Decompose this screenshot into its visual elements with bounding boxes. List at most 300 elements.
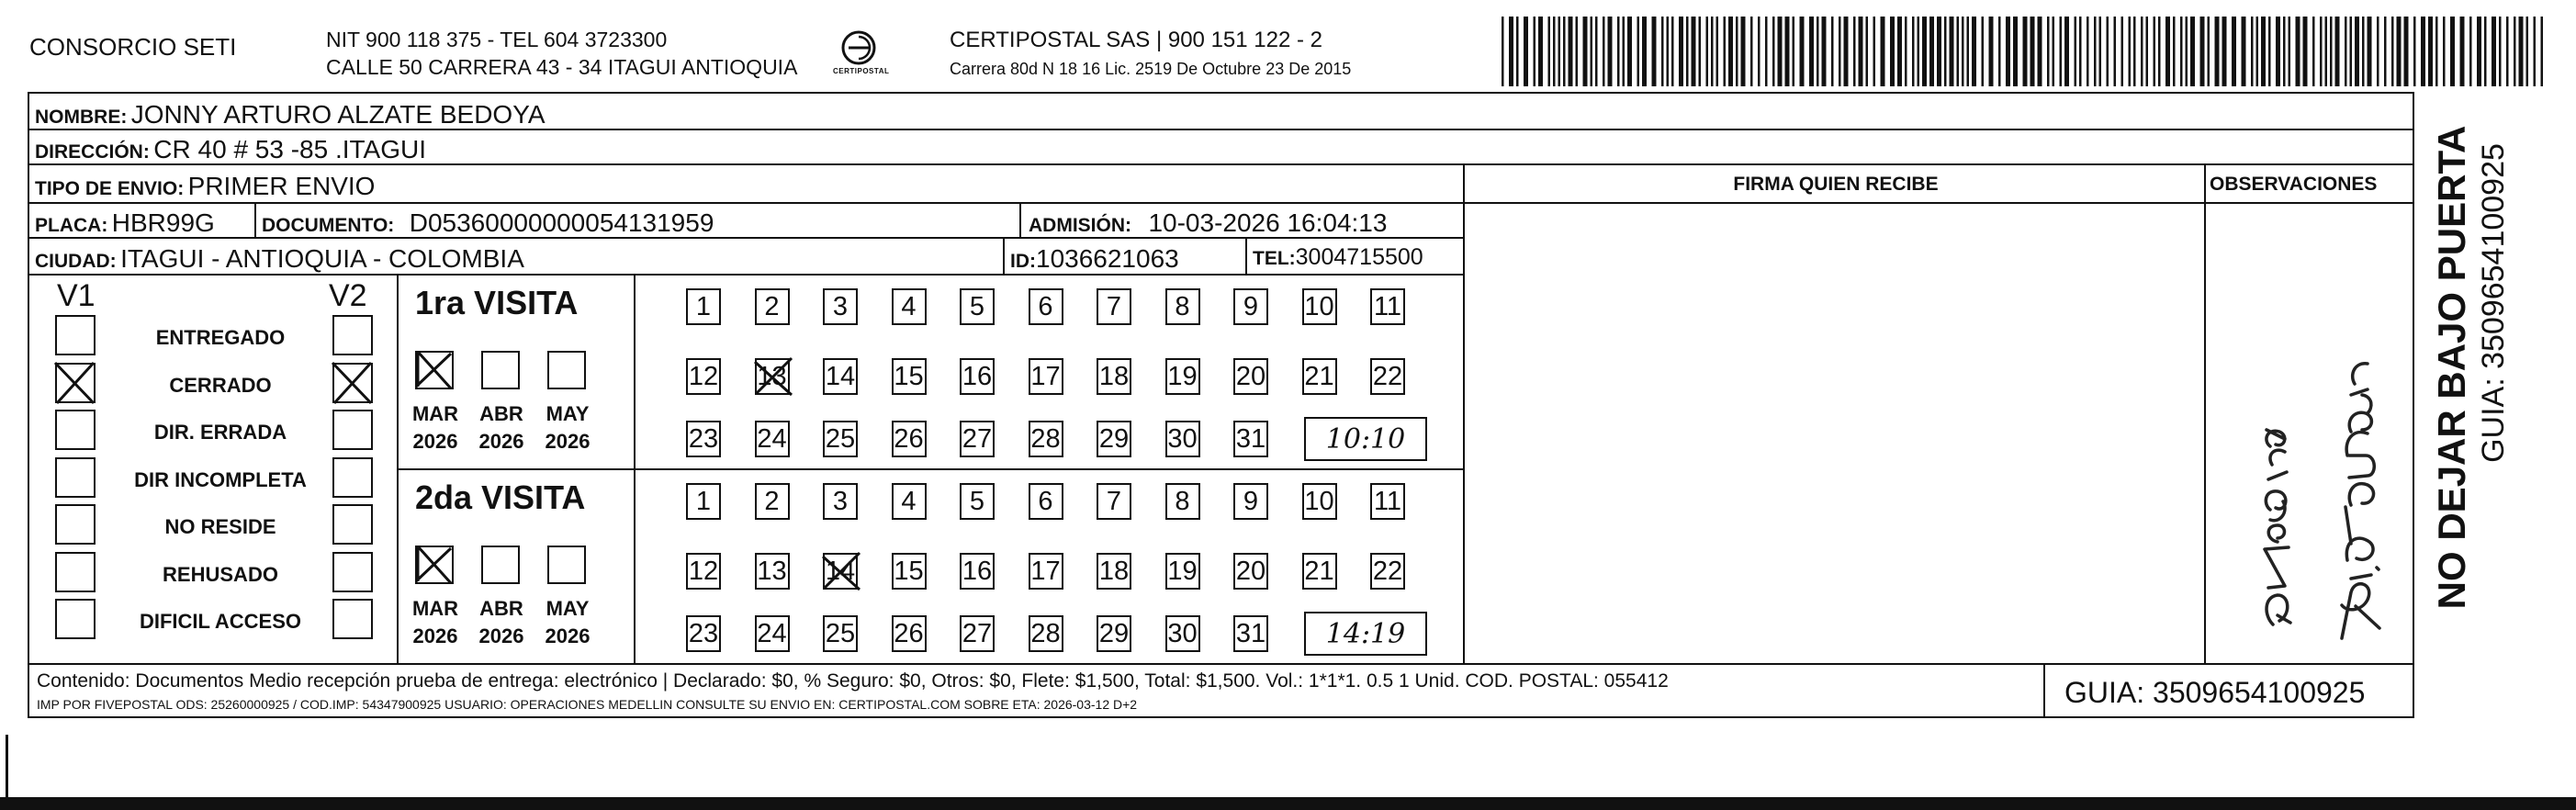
barcode-bar (2335, 17, 2340, 86)
company-address: CALLE 50 CARRERA 43 - 34 ITAGUI ANTIOQUIA (326, 55, 798, 79)
day-box[interactable]: 7 (1097, 288, 1131, 325)
barcode-bar (1711, 17, 1714, 86)
day-box[interactable]: 2 (755, 288, 790, 325)
barcode-bar (2541, 17, 2544, 86)
day-box[interactable]: 15 (892, 358, 927, 395)
day-box[interactable]: 23 (686, 421, 721, 457)
day-box[interactable]: 6 (1029, 288, 1063, 325)
barcode-bar (1667, 17, 1670, 86)
barcode-bar (1671, 17, 1674, 86)
barcode-bar (2413, 17, 2416, 86)
day-box[interactable]: 3 (823, 483, 858, 520)
barcode-bar (2514, 17, 2516, 86)
barcode-bar (2047, 17, 2050, 86)
col-line (2204, 163, 2206, 664)
frame-bottom (28, 716, 2414, 718)
status-option-label: DIR. ERRADA (153, 421, 287, 444)
col-line (1003, 237, 1005, 274)
visit-title: 1ra VISITA (415, 284, 579, 321)
nombre-label: NOMBRE: (35, 107, 128, 128)
barcode-bar (1962, 17, 1964, 86)
barcode-bar (2114, 17, 2117, 86)
day-box[interactable]: 17 (1029, 358, 1063, 395)
col-line (254, 202, 256, 239)
barcode-bar (1608, 17, 1613, 86)
barcode-bar (1944, 17, 1947, 86)
v1-checkbox[interactable] (55, 363, 96, 403)
day-box[interactable]: 5 (960, 483, 995, 520)
barcode-bar (1736, 17, 1738, 86)
day-box[interactable]: 6 (1029, 483, 1063, 520)
row-line (28, 129, 2414, 130)
check-x-icon (414, 545, 453, 583)
ciudad-value: ITAGUI - ANTIOQUIA - COLOMBIA (120, 244, 524, 273)
year-label: 2026 (545, 624, 591, 647)
barcode-bar (2526, 17, 2529, 86)
v2-checkbox[interactable] (332, 315, 373, 355)
barcode-bar (2075, 17, 2077, 86)
barcode-bar (2030, 17, 2035, 86)
barcode-bar (1534, 17, 1536, 86)
barcode-bar (1844, 17, 1849, 86)
v1-checkbox[interactable] (55, 410, 96, 450)
v2-checkbox[interactable] (332, 504, 373, 545)
cross-icon (823, 553, 860, 590)
month-checkbox[interactable] (415, 351, 454, 389)
barcode-bar (1728, 17, 1733, 86)
barcode-bar (1524, 17, 1528, 86)
day-cross-mark (823, 553, 860, 590)
day-cross-mark (755, 358, 792, 395)
year-label: 2026 (478, 624, 524, 647)
day-box[interactable]: 9 (1233, 483, 1268, 520)
barcode-bar (1558, 17, 1561, 86)
day-box[interactable]: 14 (823, 553, 858, 590)
day-box[interactable]: 19 (1165, 553, 1200, 590)
tipo-envio-label: TIPO DE ENVIO: (35, 178, 185, 199)
day-box[interactable]: 18 (1097, 358, 1131, 395)
logo-text: CERTIPOSTAL (833, 67, 890, 75)
v2-checkbox[interactable] (332, 410, 373, 450)
direccion-value: CR 40 # 53 -85 .ITAGUI (153, 135, 427, 163)
month-checkbox[interactable] (547, 351, 586, 389)
barcode-bar (1716, 17, 1719, 86)
day-box[interactable]: 25 (823, 615, 858, 652)
day-box[interactable]: 31 (1233, 421, 1268, 457)
barcode-bar (2190, 17, 2195, 86)
barcode-bar (1918, 17, 1920, 86)
day-box[interactable]: 30 (1165, 615, 1200, 652)
day-box[interactable]: 11 (1370, 483, 1405, 520)
barcode-bar (1998, 17, 2001, 86)
barcode-bar (2121, 17, 2124, 86)
barcode-bar (1912, 17, 1915, 86)
day-box[interactable]: 26 (892, 421, 927, 457)
barcode-bar (2443, 17, 2446, 86)
documento-field (262, 210, 714, 236)
barcode-bar (1679, 17, 1683, 86)
barcode-bar (1989, 17, 1994, 86)
handwritten-observation (2213, 276, 2406, 661)
barcode-bar (2173, 17, 2176, 86)
day-box[interactable]: 10 (1302, 483, 1337, 520)
barcode-bar (2079, 17, 2082, 86)
day-box[interactable]: 15 (892, 553, 927, 590)
v2-checkbox[interactable] (332, 363, 373, 403)
barcode-bar (1652, 17, 1657, 86)
hour-box[interactable]: 10:10 (1304, 417, 1427, 461)
barcode-bar (2268, 17, 2271, 86)
barcode-bar (1758, 17, 1760, 86)
barcode-bar (1809, 17, 1814, 86)
barcode-bar (1538, 17, 1543, 86)
admision-field (1029, 210, 1387, 236)
barcode-bar (1929, 17, 1934, 86)
day-box[interactable]: 13 (755, 358, 790, 395)
barcode-bar (1576, 17, 1579, 86)
day-box[interactable]: 26 (892, 615, 927, 652)
side-guia: GUIA: 3509654100925 (2476, 143, 2511, 463)
month-checkbox[interactable] (415, 546, 454, 584)
barcode-bar (2506, 17, 2509, 86)
ciudad-field (35, 246, 524, 272)
barcode-bar (1967, 17, 1970, 86)
day-box[interactable]: 4 (892, 288, 927, 325)
visit-title: 2da VISITA (415, 478, 586, 516)
year-label: 2026 (412, 624, 458, 647)
month-label: ABR (479, 402, 523, 425)
day-box[interactable]: 22 (1370, 553, 1405, 590)
status-option-label: NO RESIDE (164, 515, 276, 538)
barcode-bar (2345, 17, 2347, 86)
month-checkbox[interactable] (481, 546, 520, 584)
barcode-bar (2094, 17, 2097, 86)
day-box[interactable]: 1 (686, 483, 721, 520)
day-box[interactable]: 25 (823, 421, 858, 457)
frame-right (2413, 92, 2414, 718)
day-box[interactable]: 8 (1165, 483, 1200, 520)
barcode-bar (2355, 17, 2359, 86)
footer-guia: GUIA: 3509654100925 (2064, 676, 2366, 709)
day-box[interactable]: 30 (1165, 421, 1200, 457)
day-box[interactable]: 28 (1029, 421, 1063, 457)
paper-edge (0, 797, 2576, 810)
placa-value: HBR99G (111, 208, 215, 237)
check-x-icon (331, 361, 371, 401)
day-box[interactable]: 7 (1097, 483, 1131, 520)
v1-checkbox[interactable] (55, 504, 96, 545)
day-box[interactable]: 5 (960, 288, 995, 325)
check-x-icon (53, 361, 94, 401)
barcode-bar (1509, 17, 1513, 86)
v1-header: V1 (57, 278, 96, 313)
year-label: 2026 (412, 430, 458, 453)
day-box[interactable]: 24 (755, 615, 790, 652)
barcode-bar (2208, 17, 2210, 86)
status-option-label: CERRADO (169, 373, 272, 397)
v1-checkbox[interactable] (55, 552, 96, 592)
barcode-bar (1778, 17, 1783, 86)
year-label: 2026 (478, 430, 524, 453)
barcode-bar (1897, 17, 1902, 86)
barcode-bar (1699, 17, 1702, 86)
barcode-bar (2484, 17, 2487, 86)
tipo-envio-value: PRIMER ENVIO (187, 172, 376, 200)
direccion-field (35, 137, 426, 163)
tel-field (1253, 246, 1423, 269)
company-name: CONSORCIO SETI (29, 33, 237, 61)
barcode-bar (2232, 17, 2236, 86)
barcode-bar (2251, 17, 2254, 86)
tipo-envio-field (35, 174, 375, 199)
barcode-bar (2283, 17, 2286, 86)
day-box[interactable]: 20 (1233, 553, 1268, 590)
barcode-bar (2064, 17, 2069, 86)
v2-checkbox[interactable] (332, 599, 373, 639)
placa-field (35, 210, 215, 236)
firma-header: FIRMA QUIEN RECIBE (1733, 174, 1939, 195)
barcode-bar (1661, 17, 1664, 86)
barcode-bar (1692, 17, 1696, 86)
day-box[interactable]: 16 (960, 553, 995, 590)
barcode-bar (2215, 17, 2220, 86)
month-label: MAR (411, 402, 459, 425)
barcode-bar (1853, 17, 1856, 86)
col-line (2043, 663, 2045, 716)
barcode-bar (2384, 17, 2387, 86)
barcode-bar (2362, 17, 2365, 86)
barcode-bar (2013, 17, 2018, 86)
barcode-bar (2377, 17, 2379, 86)
barcode-bar (2256, 17, 2259, 86)
year-label: 2026 (545, 430, 591, 453)
barcode-bar (2499, 17, 2502, 86)
observaciones-header: OBSERVACIONES (2210, 174, 2378, 195)
nit-line: NIT 900 118 375 - TEL 604 3723300 (326, 28, 668, 51)
barcode-bar (2165, 17, 2170, 86)
barcode-bar (1873, 17, 1876, 86)
day-box[interactable]: 13 (755, 553, 790, 590)
barcode-bar (2325, 17, 2328, 86)
day-box[interactable]: 29 (1097, 421, 1131, 457)
barcode-bar (2460, 17, 2465, 86)
hour-box[interactable]: 14:19 (1304, 612, 1427, 656)
day-box[interactable]: 19 (1165, 358, 1200, 395)
day-box[interactable]: 24 (755, 421, 790, 457)
barcode-bar (2404, 17, 2409, 86)
admision-label: ADMISIÓN: (1029, 215, 1131, 236)
barcode-bar (2222, 17, 2227, 86)
day-box[interactable]: 27 (960, 421, 995, 457)
barcode-bar (2141, 17, 2143, 86)
barcode-bar (1741, 17, 1746, 86)
documento-label: DOCUMENTO: (262, 215, 395, 236)
day-box[interactable]: 16 (960, 358, 995, 395)
barcode-bar (1553, 17, 1556, 86)
barcode-bar (1772, 17, 1775, 86)
barcode-bar (1905, 17, 1907, 86)
barcode-bar (1922, 17, 1927, 86)
barcode-bar (1765, 17, 1768, 86)
barcode-bar (1950, 17, 1954, 86)
barcode-bar (2129, 17, 2132, 86)
barcode-bar (2261, 17, 2266, 86)
barcode-bar (1548, 17, 1551, 86)
certipostal-logo (831, 28, 890, 83)
barcode-bar (2450, 17, 2455, 86)
barcode-bar (2099, 17, 2102, 86)
month-label: MAR (411, 597, 459, 620)
placa-label: PLACA: (35, 215, 108, 236)
barcode-bar (2158, 17, 2161, 86)
barcode-bar (2303, 17, 2308, 86)
day-box[interactable]: 29 (1097, 615, 1131, 652)
nombre-value: JONNY ARTURO ALZATE BEDOYA (130, 100, 546, 129)
day-box[interactable]: 20 (1233, 358, 1268, 395)
col-line (1463, 163, 1465, 664)
paper-edge-left (6, 735, 8, 797)
check-x-icon (414, 350, 453, 388)
barcode-bar (1957, 17, 1960, 86)
barcode-bar (1982, 17, 1985, 86)
v2-checkbox[interactable] (332, 552, 373, 592)
v1-checkbox[interactable] (55, 315, 96, 355)
v2-header: V2 (329, 278, 367, 313)
barcode-bar (1569, 17, 1573, 86)
barcode-bar (1583, 17, 1588, 86)
barcode-bar (2133, 17, 2136, 86)
barcode-bar (2146, 17, 2149, 86)
day-box[interactable]: 21 (1302, 358, 1337, 395)
day-box[interactable]: 27 (960, 615, 995, 652)
day-box[interactable]: 12 (686, 358, 721, 395)
barcode (1502, 17, 2548, 86)
id-value: 1036621063 (1036, 244, 1179, 273)
barcode-bar (2312, 17, 2315, 86)
barcode-bar (2023, 17, 2028, 86)
day-box[interactable]: 3 (823, 288, 858, 325)
row-line (28, 274, 1464, 276)
day-box[interactable]: 10 (1302, 288, 1337, 325)
day-box[interactable]: 12 (686, 553, 721, 590)
barcode-bar (1831, 17, 1834, 86)
status-option-label: DIFICIL ACCESO (139, 610, 301, 633)
barcode-bar (2038, 17, 2042, 86)
row-line (28, 163, 2414, 165)
day-box[interactable]: 1 (686, 288, 721, 325)
barcode-bar (2060, 17, 2063, 86)
ciudad-label: CIUDAD: (35, 251, 117, 272)
footer-contenido: Contenido: Documentos Medio recepción prueba de entrega: electrónico | Declarado: $0, % Seguro: $0, Otros: $0, Flete: $1,500, Total: $1,500. Vol.: 1*1*1. 0.5 1 Unid. COD. POSTAL: 055412 (37, 670, 1669, 692)
barcode-bar (1800, 17, 1805, 86)
direccion-label: DIRECCIÓN: (35, 141, 150, 163)
nombre-field (35, 102, 546, 128)
barcode-bar (1839, 17, 1841, 86)
barcode-bar (1563, 17, 1566, 86)
month-checkbox[interactable] (547, 546, 586, 584)
barcode-bar (1637, 17, 1640, 86)
barcode-bar (2469, 17, 2472, 86)
barcode-bar (2534, 17, 2537, 86)
status-option-label: DIR INCOMPLETA (134, 467, 307, 491)
month-label: MAY (546, 597, 590, 620)
barcode-bar (1817, 17, 1819, 86)
barcode-bar (1859, 17, 1863, 86)
row-line (28, 663, 2414, 665)
barcode-bar (2368, 17, 2372, 86)
row-line (28, 202, 2414, 204)
day-box[interactable]: 8 (1165, 288, 1200, 325)
day-box[interactable]: 23 (686, 615, 721, 652)
v1-checkbox[interactable] (55, 599, 96, 639)
day-box[interactable]: 22 (1370, 358, 1405, 395)
day-box[interactable]: 18 (1097, 553, 1131, 590)
barcode-bar (2180, 17, 2183, 86)
footer-imp: IMP POR FIVEPOSTAL ODS: 25260000925 / COD.IMP: 54347900925 USUARIO: OPERACIONES MEDELLIN CONSULTE SU ENVIO EN: CERTIPOSTAL.COM SOBRE ETA: 2026-03-12 D+2 (37, 697, 1138, 712)
day-box[interactable]: 9 (1233, 288, 1268, 325)
cross-icon (755, 358, 792, 395)
barcode-bar (1591, 17, 1593, 86)
frame-left (28, 92, 29, 718)
barcode-bar (1724, 17, 1727, 86)
day-box[interactable]: 31 (1233, 615, 1268, 652)
barcode-bar (2276, 17, 2280, 86)
barcode-bar (2421, 17, 2425, 86)
day-box[interactable]: 4 (892, 483, 927, 520)
day-box[interactable]: 11 (1370, 288, 1405, 325)
barcode-bar (1750, 17, 1753, 86)
day-box[interactable]: 14 (823, 358, 858, 395)
barcode-bar (2200, 17, 2205, 86)
barcode-bar (1603, 17, 1605, 86)
barcode-bar (2320, 17, 2323, 86)
barcode-bar (1642, 17, 1647, 86)
barcode-bar (2492, 17, 2496, 86)
tel-label: TEL: (1253, 248, 1296, 269)
barcode-bar (1502, 17, 1504, 86)
day-box[interactable]: 28 (1029, 615, 1063, 652)
barcode-bar (1866, 17, 1869, 86)
barcode-bar (1937, 17, 1941, 86)
barcode-bar (1617, 17, 1620, 86)
barcode-bar (2397, 17, 2402, 86)
v1-checkbox[interactable] (55, 457, 96, 498)
frame-top (28, 92, 2413, 94)
barcode-bar (1785, 17, 1790, 86)
barcode-bar (2519, 17, 2524, 86)
barcode-bar (1793, 17, 1795, 86)
month-checkbox[interactable] (481, 351, 520, 389)
barcode-bar (1881, 17, 1885, 86)
barcode-bar (1627, 17, 1632, 86)
barcode-bar (1595, 17, 1598, 86)
barcode-bar (1972, 17, 1976, 86)
day-box[interactable]: 21 (1302, 553, 1337, 590)
day-box[interactable]: 17 (1029, 553, 1063, 590)
month-label: MAY (546, 402, 590, 425)
row-line (28, 237, 1464, 239)
tel-value: 3004715500 (1295, 244, 1423, 270)
barcode-bar (2296, 17, 2300, 86)
admision-value: 10-03-2026 16:04:13 (1148, 208, 1388, 237)
barcode-bar (1822, 17, 1827, 86)
license-line: Carrera 80d N 18 16 Lic. 2519 De Octubre 23 De 2015 (950, 60, 1352, 78)
certipostal-line: CERTIPOSTAL SAS | 900 151 122 - 2 (950, 28, 1322, 52)
day-box[interactable]: 2 (755, 483, 790, 520)
col-line (1019, 202, 1021, 239)
barcode-bar (2053, 17, 2055, 86)
v2-checkbox[interactable] (332, 457, 373, 498)
